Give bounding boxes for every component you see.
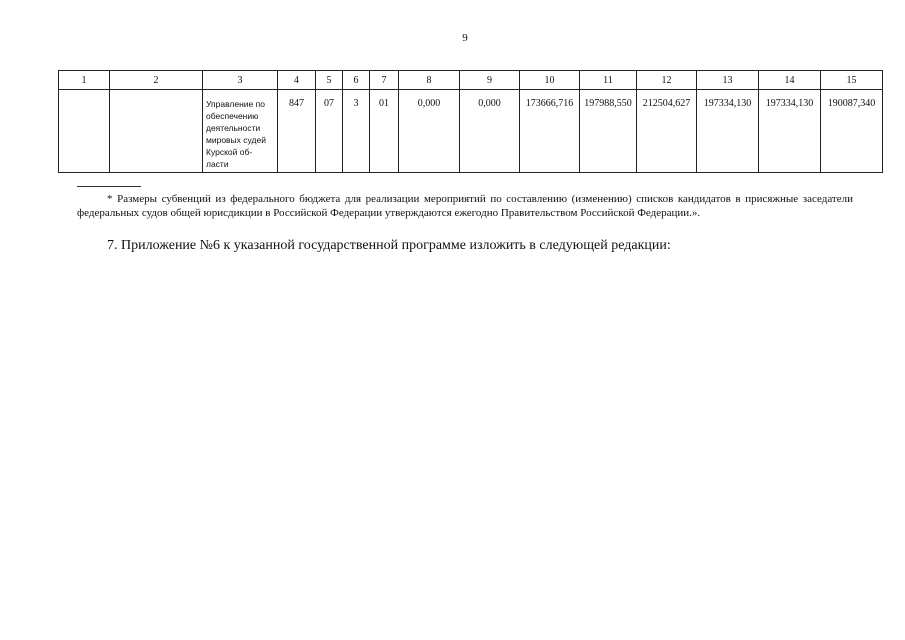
table-cell: 0,000 xyxy=(460,90,520,173)
table-cell: 0,000 xyxy=(399,90,460,173)
column-header: 7 xyxy=(370,71,399,90)
column-header: 2 xyxy=(110,71,203,90)
column-header: 15 xyxy=(821,71,883,90)
column-header: 13 xyxy=(697,71,759,90)
column-header: 3 xyxy=(203,71,278,90)
column-header: 9 xyxy=(460,71,520,90)
page-number: 9 xyxy=(462,32,468,44)
column-header: 8 xyxy=(399,71,460,90)
table-cell xyxy=(110,90,203,173)
body-paragraph: 7. Приложение №6 к указанной государственной программе изложить в следующей редакции: xyxy=(107,238,671,253)
table-cell: 212504,627 xyxy=(637,90,697,173)
column-header: 1 xyxy=(59,71,110,90)
table-cell: 197988,550 xyxy=(580,90,637,173)
table-cell: 173666,716 xyxy=(520,90,580,173)
table-cell: 3 xyxy=(343,90,370,173)
footnote-text: * Размеры субвенций из федерального бюджета для реализации мероприятий по составлению (изменению) списков кандидатов в присяжные заседатели федеральных судов общей юрисдикции в Российской Федерации утверждаются ежегодно Правительством Российской Федерации.». xyxy=(77,193,853,219)
table-cell xyxy=(59,90,110,173)
footnote xyxy=(77,192,853,220)
data-table xyxy=(58,70,883,173)
column-header: 12 xyxy=(637,71,697,90)
table-header-row xyxy=(59,71,883,90)
column-header: 10 xyxy=(520,71,580,90)
column-header: 6 xyxy=(343,71,370,90)
table-cell: 01 xyxy=(370,90,399,173)
table-cell: 190087,340 xyxy=(821,90,883,173)
column-header: 5 xyxy=(316,71,343,90)
footnote-divider xyxy=(77,186,141,187)
table-cell: 197334,130 xyxy=(697,90,759,173)
table-cell: 07 xyxy=(316,90,343,173)
organization-name-cell: Управление по обеспечению деятельности мировых судей Курской об- ласти xyxy=(203,90,278,173)
column-header: 14 xyxy=(759,71,821,90)
table-cell: 197334,130 xyxy=(759,90,821,173)
table-row xyxy=(59,90,883,173)
column-header: 11 xyxy=(580,71,637,90)
table-cell: 847 xyxy=(278,90,316,173)
column-header: 4 xyxy=(278,71,316,90)
